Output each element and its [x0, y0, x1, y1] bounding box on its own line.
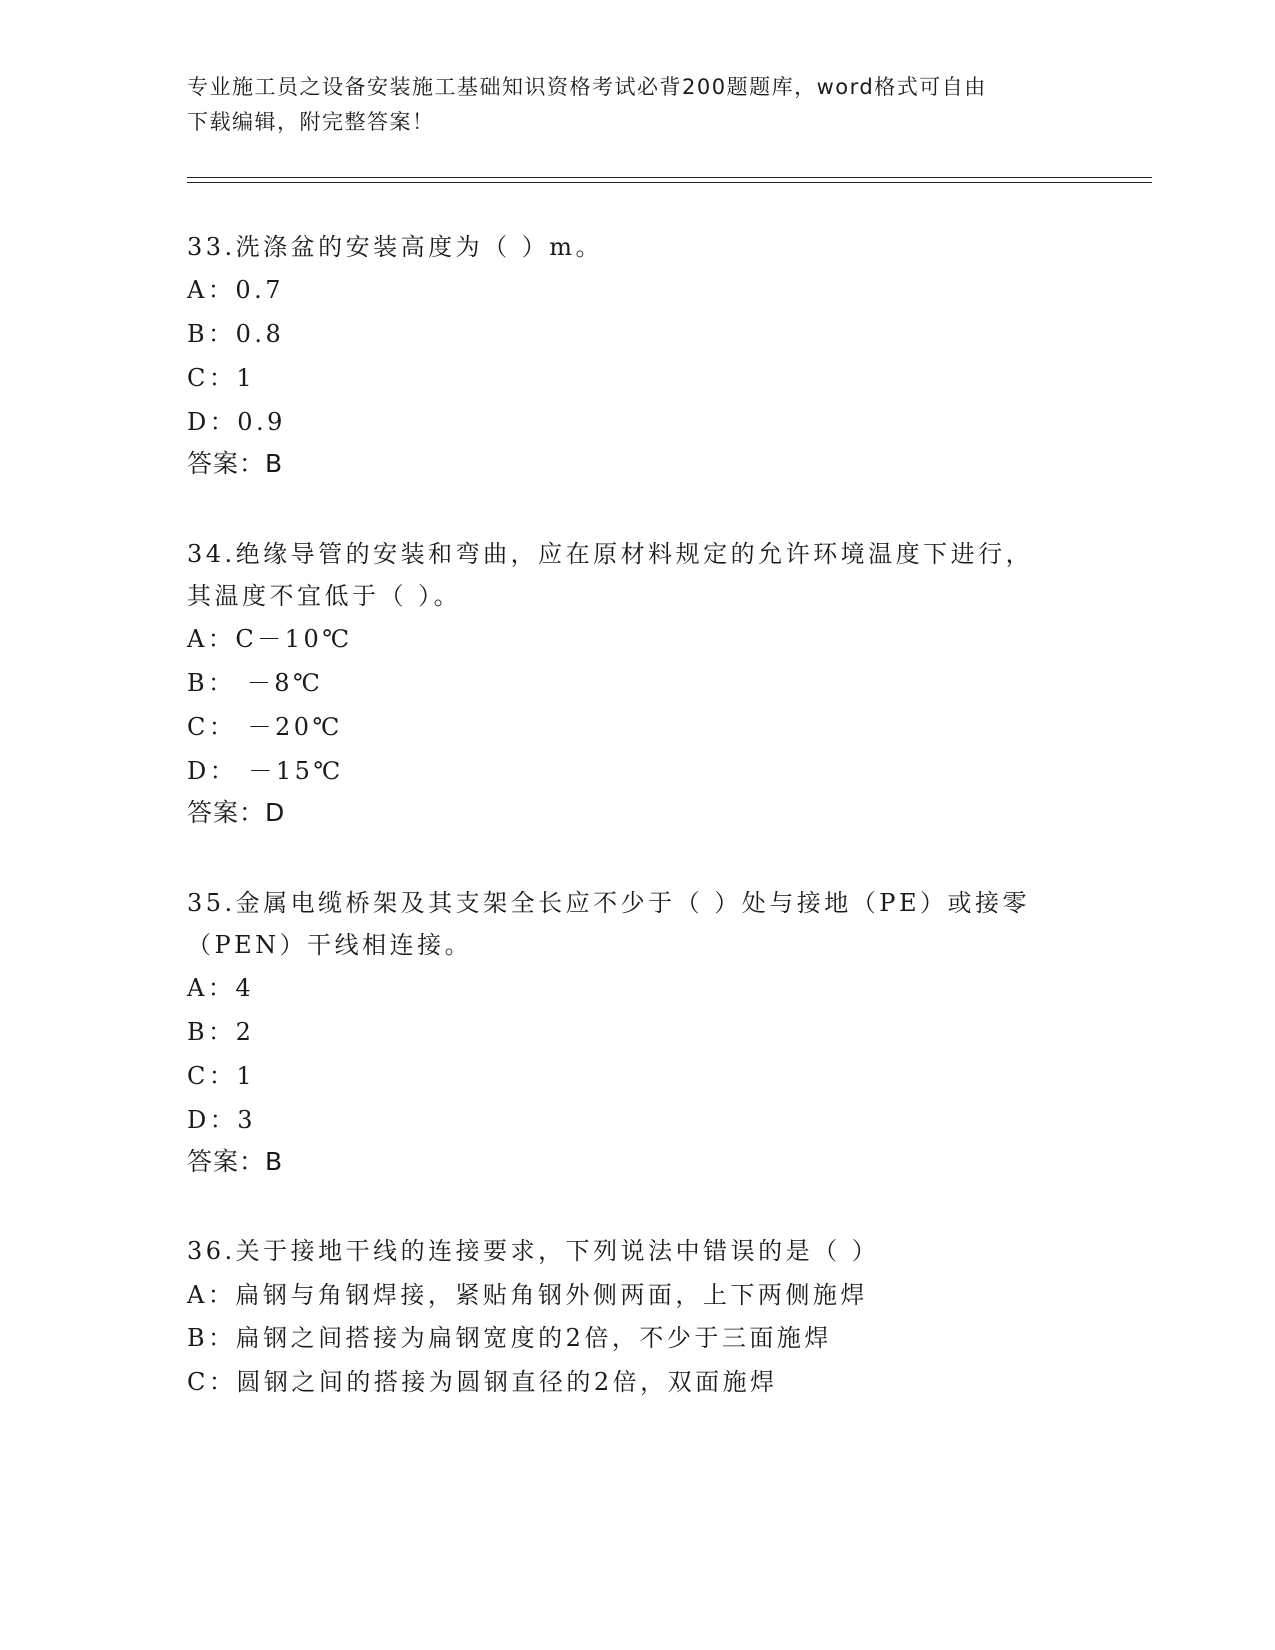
- question-35-stem-line-1: 35.金属电缆桥架及其支架全长应不少于（ ）处与接地（PE）或接零: [187, 889, 1030, 917]
- question-33-option-b: B：0.8: [187, 320, 285, 348]
- question-36-option-c: C：圆钢之间的搭接为圆钢直径的2倍，双面施焊: [187, 1368, 778, 1396]
- question-34-stem-line-2: 其温度不宜低于（ ）。: [187, 582, 462, 610]
- question-36-option-b: B：扁钢之间搭接为扁钢宽度的2倍，不少于三面施焊: [187, 1324, 832, 1352]
- header-title-line-1: 专业施工员之设备安装施工基础知识资格考试必背200题题库，word格式可自由: [187, 75, 987, 99]
- question-36-stem: 36.关于接地干线的连接要求，下列说法中错误的是（ ）: [187, 1237, 880, 1265]
- question-33-answer: 答案：B: [187, 449, 284, 478]
- question-35-option-a: A：4: [187, 974, 255, 1002]
- question-36-option-a: A：扁钢与角钢焊接，紧贴角钢外侧两面，上下两侧施焊: [187, 1281, 868, 1309]
- header-divider-top: [187, 177, 1152, 178]
- question-34-answer: 答案：D: [187, 798, 286, 827]
- question-33-option-c: C：1: [187, 364, 256, 392]
- question-35-option-d: D：3: [187, 1106, 257, 1134]
- question-35-option-c: C：1: [187, 1062, 256, 1090]
- question-35-stem-line-2: （PEN）干线相连接。: [187, 931, 473, 959]
- header-title-line-2: 下载编辑，附完整答案！: [187, 110, 435, 134]
- question-35-option-b: B：2: [187, 1018, 255, 1046]
- header-divider-bottom: [187, 182, 1152, 183]
- question-33-stem: 33.洗涤盆的安装高度为（ ）m。: [187, 233, 604, 261]
- question-33-option-a: A：0.7: [187, 276, 284, 304]
- question-33-option-d: D：0.9: [187, 408, 286, 436]
- question-34-stem-line-1: 34.绝缘导管的安装和弯曲，应在原材料规定的允许环境温度下进行，: [187, 540, 1034, 568]
- question-34-option-b: B： －8℃: [187, 669, 324, 697]
- question-35-answer: 答案：B: [187, 1147, 284, 1176]
- question-34-option-a: A：C－10℃: [187, 625, 353, 653]
- question-34-option-d: D： －15℃: [187, 757, 344, 785]
- document-header: [187, 70, 1067, 140]
- question-34-option-c: C： －20℃: [187, 713, 343, 741]
